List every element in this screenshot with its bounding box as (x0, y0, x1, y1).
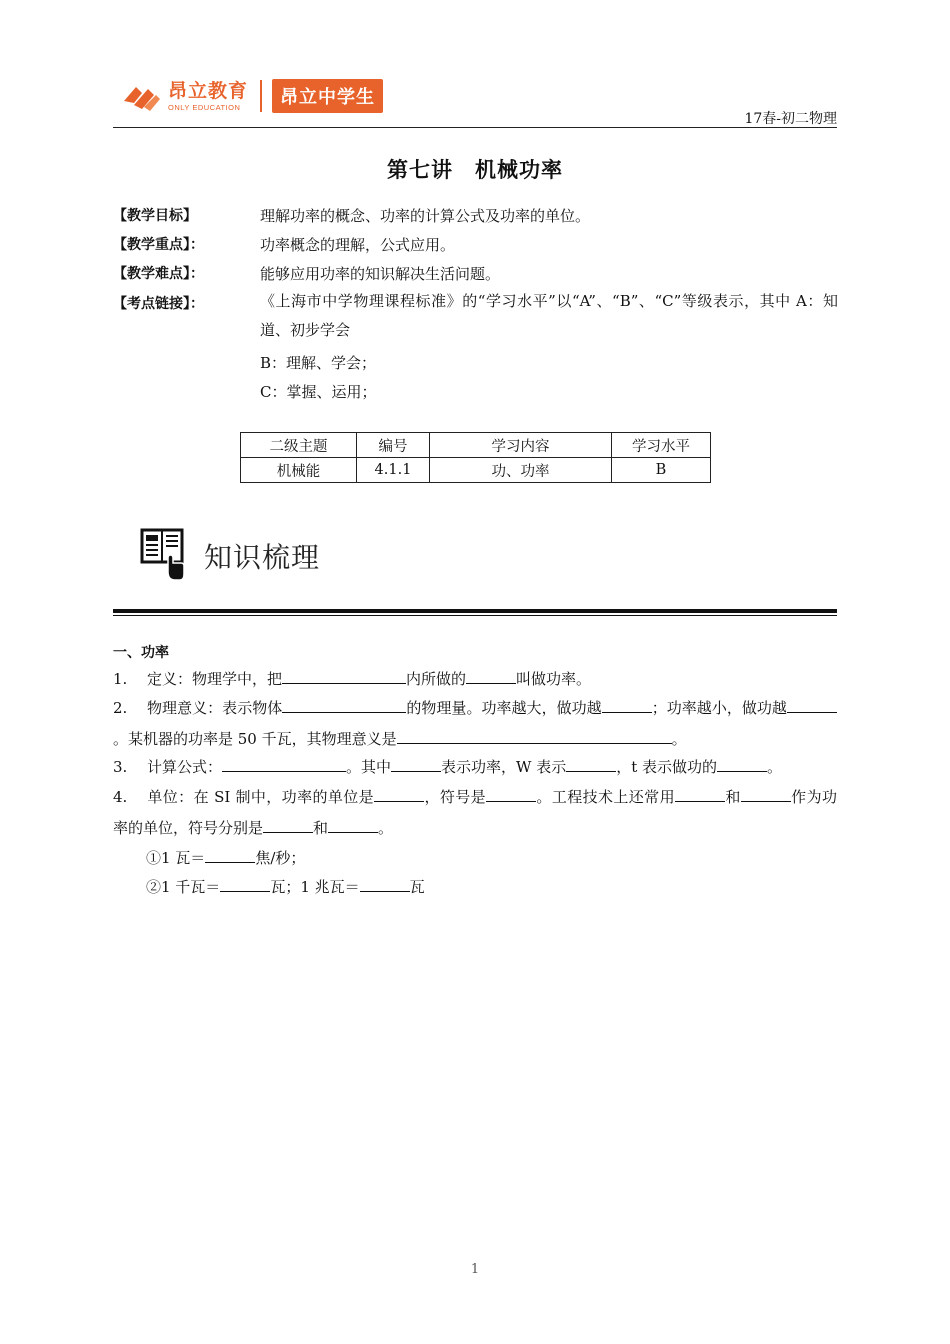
book-pointer-icon (140, 528, 186, 582)
banner-rule-thin (113, 615, 837, 616)
text-run: 瓦；1 兆瓦＝ (270, 878, 360, 896)
brand-logo (122, 76, 383, 116)
sub-item-kilowatt (146, 875, 425, 897)
difficulty-text: 能够应用功率的知识解决生活问题。 (260, 265, 501, 283)
text-run: ②1 千瓦＝ (146, 878, 221, 896)
brand-divider (260, 80, 262, 112)
course-label: 17春-初二物理 (744, 111, 837, 127)
brand-cn: 昂立教育 (168, 79, 249, 102)
text-run: ①1 瓦＝ (146, 849, 206, 867)
only-education-logo-icon (122, 79, 162, 113)
text-run: 和 (724, 788, 741, 806)
text-run: ，符号是 (424, 788, 487, 806)
link-label: 【考点链接】： (113, 296, 204, 312)
page-number: 1 (470, 1262, 480, 1277)
fill-blank[interactable] (263, 816, 313, 833)
text-run: 单位：在 SI 制中，功率的单位是 (147, 788, 375, 806)
text-run: 表示功率，W 表示 (441, 758, 567, 776)
fill-blank[interactable] (741, 785, 791, 802)
text-run: 。 (671, 730, 687, 748)
fill-blank[interactable] (466, 667, 516, 684)
text-run: ；功率越小，做功越 (651, 699, 787, 717)
section-banner-title: 知识梳理 (204, 541, 321, 574)
text-run: 。 (378, 819, 394, 837)
section-heading: 一、功率 (113, 645, 169, 661)
fill-blank[interactable] (222, 755, 346, 772)
item-meaning (113, 693, 837, 755)
fill-blank[interactable] (486, 785, 536, 802)
item-definition (113, 664, 837, 695)
fill-blank[interactable] (397, 727, 672, 744)
text-run: 计算公式： (147, 758, 223, 776)
table-header-cell: 学习内容 (430, 433, 612, 458)
link-text: 《上海市中学物理课程标准》的“学习水平”以“A”、“B”、“C”等级表示，其中 A：知道、初步学会 (260, 292, 838, 339)
table-cell: 机械能 (241, 458, 357, 483)
fill-blank[interactable] (328, 816, 378, 833)
sub-item-watt (146, 846, 305, 868)
item-formula (113, 752, 837, 783)
fill-blank[interactable] (787, 696, 837, 713)
text-run: 。工程技术上还常用 (536, 788, 675, 806)
item-number: 2. (113, 699, 128, 717)
fill-blank[interactable] (566, 755, 616, 772)
fill-blank[interactable] (282, 667, 406, 684)
item-number: 3. (113, 758, 128, 776)
banner-rule-thick (113, 609, 837, 613)
text-run: 物理意义：表示物体 (147, 699, 283, 717)
sub-brand-badge: 昂立中学生 (272, 79, 383, 113)
item-number: 1. (113, 670, 128, 688)
text-run: 定义：物理学中，把 (147, 670, 283, 688)
difficulty-label: 【教学难点】： (113, 266, 204, 282)
table-cell: 功、功率 (430, 458, 612, 483)
fill-blank[interactable] (391, 755, 441, 772)
item-unit (113, 782, 837, 844)
page-title: 第七讲 机械功率 (387, 158, 563, 182)
fill-blank[interactable] (675, 785, 725, 802)
table-header-cell: 学习水平 (612, 433, 711, 458)
text-run: 和 (313, 819, 329, 837)
fill-blank[interactable] (205, 846, 255, 863)
text-run: 叫做功率。 (516, 670, 592, 688)
text-run: 。其中 (346, 758, 392, 776)
table-row (241, 458, 711, 483)
table-header-cell: 编号 (357, 433, 430, 458)
fill-blank[interactable] (360, 875, 410, 892)
text-run: 瓦 (409, 878, 425, 896)
fill-blank[interactable] (220, 875, 270, 892)
text-run: 焦/秒； (255, 849, 306, 867)
standards-table (240, 432, 711, 483)
text-run: 作为功率的单位，符号分别是 (113, 788, 837, 837)
goal-label: 【教学目标】 (113, 208, 197, 224)
text-run: 内所做的 (406, 670, 467, 688)
table-header-row (241, 433, 711, 458)
fill-blank[interactable] (717, 755, 767, 772)
link-level-c: C：掌握、运用； (260, 383, 377, 401)
text-run: 。某机器的功率是 50 千瓦，其物理意义是 (113, 730, 397, 748)
link-level-b: B：理解、学会； (260, 354, 377, 372)
focus-text: 功率概念的理解，公式应用。 (260, 236, 456, 254)
table-header-cell: 二级主题 (241, 433, 357, 458)
text-run: 的物理量。功率越大，做功越 (406, 699, 602, 717)
text-run: ，t 表示做功的 (616, 758, 718, 776)
table-cell: B (612, 458, 711, 483)
table-cell: 4.1.1 (357, 458, 430, 483)
fill-blank[interactable] (282, 696, 406, 713)
fill-blank[interactable] (374, 785, 424, 802)
fill-blank[interactable] (602, 696, 652, 713)
focus-label: 【教学重点】： (113, 237, 204, 253)
text-run: 。 (767, 758, 783, 776)
brand-en: ONLY EDUCATION (168, 102, 241, 112)
header-rule (113, 127, 837, 128)
brand-text (168, 81, 248, 112)
item-number: 4. (113, 788, 128, 806)
goal-text: 理解功率的概念、功率的计算公式及功率的单位。 (260, 207, 591, 225)
